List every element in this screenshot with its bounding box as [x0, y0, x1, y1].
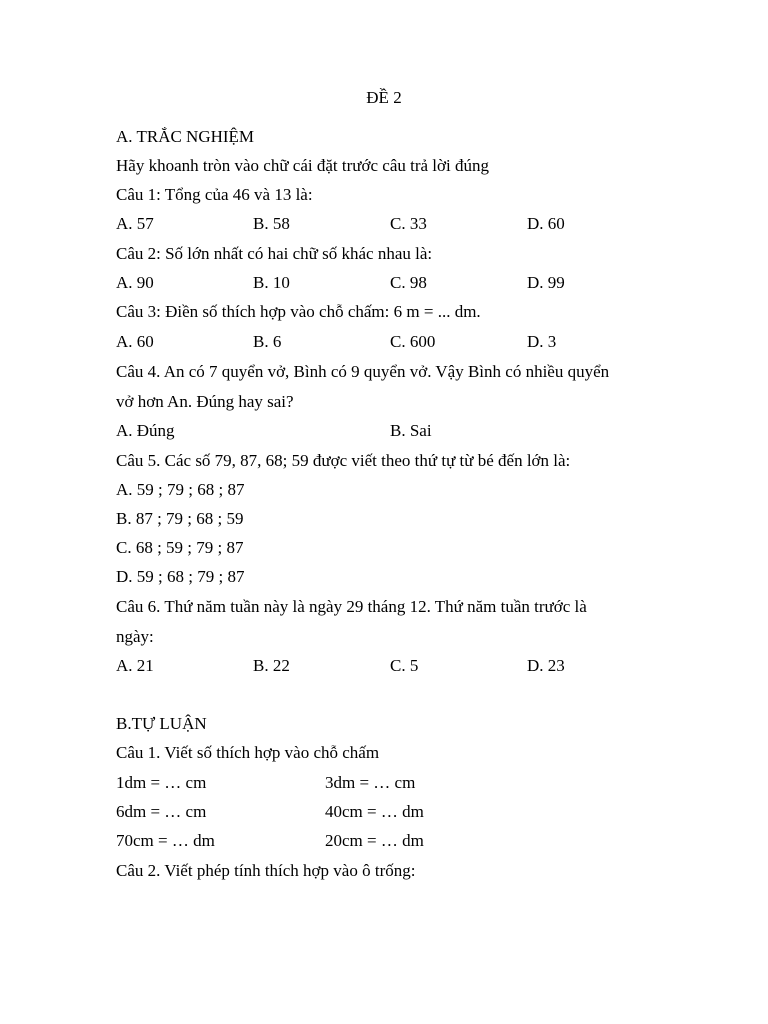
- q3-option-b: B. 6: [253, 332, 282, 351]
- question-4-line-2: vở hơn An. Đúng hay sai?: [116, 392, 294, 411]
- q2-option-c: C. 98: [390, 273, 427, 292]
- q6-option-a: A. 21: [116, 656, 154, 675]
- q6-option-c: C. 5: [390, 656, 419, 675]
- question-4-line-1: Câu 4. An có 7 quyển vở, Bình có 9 quyển vở. Vậy Bình có nhiều quyển: [116, 362, 610, 381]
- essay-question-1: Câu 1. Viết số thích hợp vào chỗ chấm: [116, 743, 380, 762]
- q4-option-a: A. Đúng: [116, 421, 175, 440]
- q3-option-d: D. 3: [527, 332, 557, 351]
- q5-option-c: C. 68 ; 59 ; 79 ; 87: [116, 538, 244, 557]
- conversion-item: 70cm = … dm: [116, 831, 215, 850]
- q5-option-a: A. 59 ; 79 ; 68 ; 87: [116, 480, 245, 499]
- q6-option-b: B. 22: [253, 656, 290, 675]
- q1-option-c: C. 33: [390, 214, 427, 233]
- question-1: Câu 1: Tổng của 46 và 13 là:: [116, 185, 313, 204]
- conversion-item: 1dm = … cm: [116, 773, 207, 792]
- conversion-item: 6dm = … cm: [116, 802, 207, 821]
- question-2: Câu 2: Số lớn nhất có hai chữ số khác nhau là:: [116, 244, 433, 263]
- question-5: Câu 5. Các số 79, 87, 68; 59 được viết theo thứ tự từ bé đến lớn là:: [116, 451, 571, 470]
- question-6-line-2: ngày:: [116, 627, 154, 646]
- section-b-heading: B.TỰ LUẬN: [116, 714, 207, 733]
- conversion-item: 3dm = … cm: [325, 773, 416, 792]
- q1-option-b: B. 58: [253, 214, 290, 233]
- page-title: ĐỀ 2: [366, 88, 402, 107]
- q3-option-c: C. 600: [390, 332, 436, 351]
- q2-option-b: B. 10: [253, 273, 290, 292]
- q1-option-d: D. 60: [527, 214, 565, 233]
- q6-option-d: D. 23: [527, 656, 565, 675]
- q3-option-a: A. 60: [116, 332, 154, 351]
- q2-option-d: D. 99: [527, 273, 565, 292]
- q4-option-b: B. Sai: [390, 421, 432, 440]
- conversion-item: 20cm = … dm: [325, 831, 424, 850]
- q1-option-a: A. 57: [116, 214, 154, 233]
- section-a-heading: A. TRẮC NGHIỆM: [116, 127, 255, 146]
- q5-option-d: D. 59 ; 68 ; 79 ; 87: [116, 567, 245, 586]
- essay-question-2: Câu 2. Viết phép tính thích hợp vào ô trống:: [116, 861, 416, 880]
- q5-option-b: B. 87 ; 79 ; 68 ; 59: [116, 509, 244, 528]
- q2-option-a: A. 90: [116, 273, 154, 292]
- question-3: Câu 3: Điền số thích hợp vào chỗ chấm: 6 m = ... dm.: [116, 302, 481, 321]
- instruction: Hãy khoanh tròn vào chữ cái đặt trước câu trả lời đúng: [116, 156, 489, 175]
- conversion-item: 40cm = … dm: [325, 802, 424, 821]
- question-6-line-1: Câu 6. Thứ năm tuần này là ngày 29 tháng 12. Thứ năm tuần trước là: [116, 597, 587, 616]
